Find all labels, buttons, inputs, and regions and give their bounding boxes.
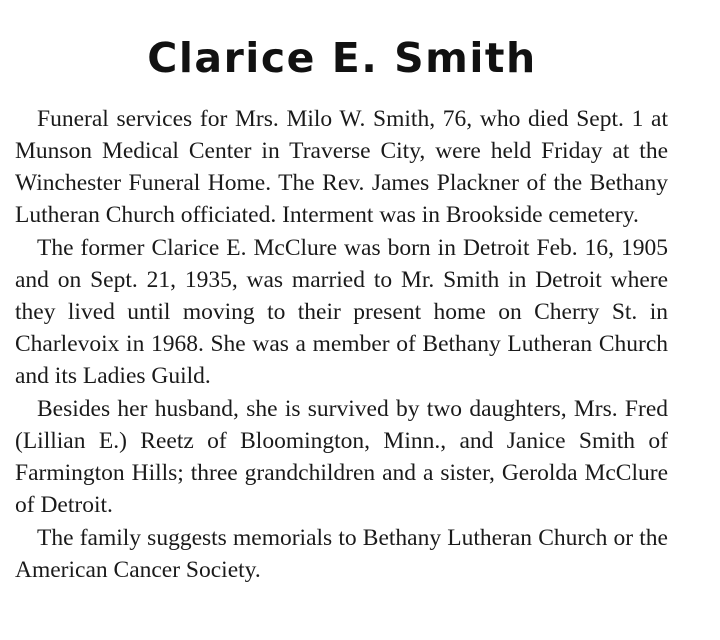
obituary-body (15, 103, 668, 586)
paragraph-memorials: The family suggests memorials to Bethany Lutheran Church or the American Cancer Society. (15, 525, 668, 583)
paragraph-survivors: Besides her husband, she is survived by two daughters, Mrs. Fred (Lillian E.) Reetz of Bloomington, Minn., and Janice Smith of Farmington Hills; three grandchildren and a sister, Gerolda McClure of Detroit. (15, 396, 668, 518)
paragraph-biography: The former Clarice E. McClure was born in Detroit Feb. 16, 1905 and on Sept. 21, 1935, was married to Mr. Smith in Detroit where they lived until moving to their present home on Cherry St. in Charlevoix in 1968. She was a member of Bethany Lutheran Church and its Ladies Guild. (15, 235, 668, 389)
obituary-headline: Clarice E. Smith (147, 34, 537, 82)
paragraph-funeral-services: Funeral services for Mrs. Milo W. Smith, 76, who died Sept. 1 at Munson Medical Center in Traverse City, were held Friday at the Winchester Funeral Home. The Rev. James Plackner of the Bethany Lutheran Church officiated. Interment was in Brookside cemetery. (15, 106, 668, 228)
